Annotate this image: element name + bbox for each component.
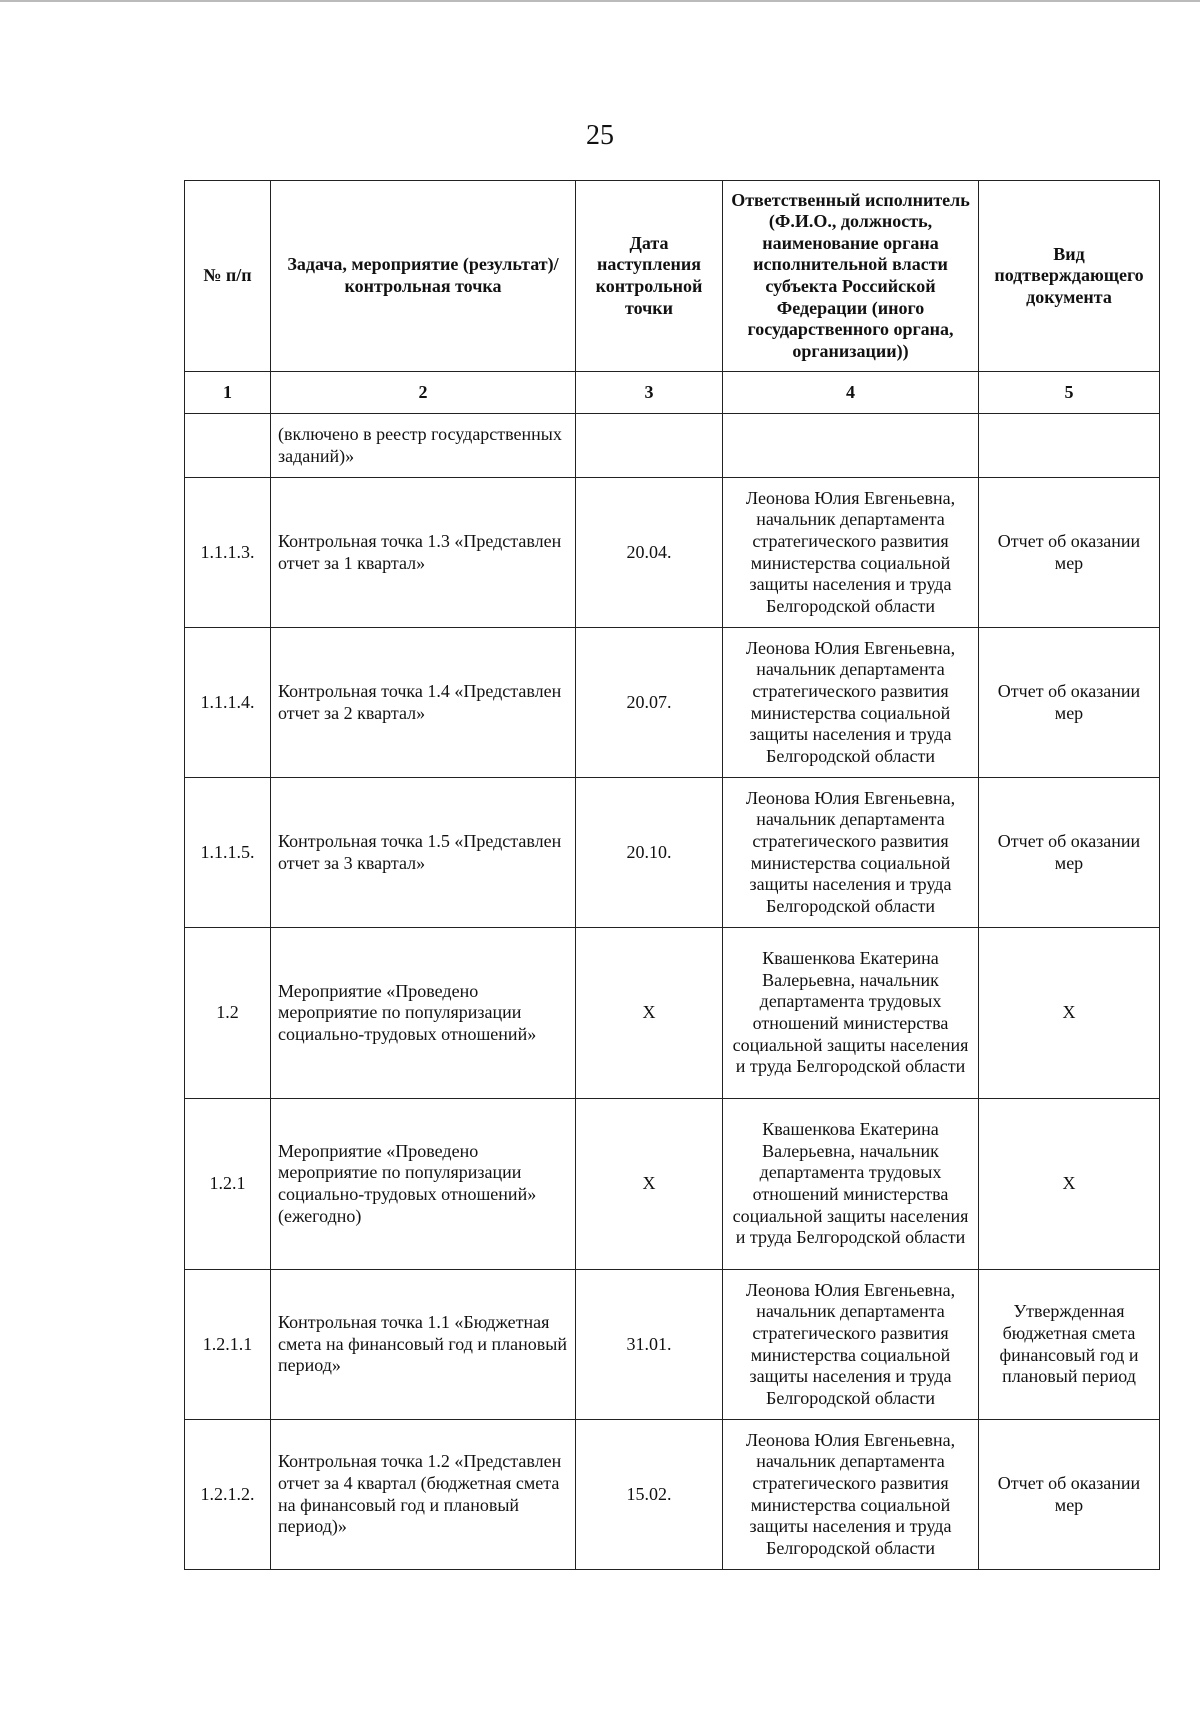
column-number: 2: [271, 372, 576, 414]
table-row: [185, 1099, 1160, 1270]
header-number: № п/п: [185, 181, 271, 372]
row-number: 1.1.1.5.: [185, 778, 271, 928]
row-number: 1.2: [185, 928, 271, 1099]
row-responsible: Леонова Юлия Евгеньевна, начальник департамента стратегического развития министерства социальной защиты населения и труда Белгородской области: [723, 1420, 979, 1570]
table-row: [185, 928, 1160, 1099]
row-document: X: [979, 1099, 1160, 1270]
table-header-row: [185, 181, 1160, 372]
row-number: 1.2.1: [185, 1099, 271, 1270]
row-date: 31.01.: [576, 1270, 723, 1420]
row-task: Контрольная точка 1.5 «Представлен отчет за 3 квартал»: [271, 778, 576, 928]
row-responsible: Леонова Юлия Евгеньевна, начальник департамента стратегического развития министерства социальной защиты населения и труда Белгородской области: [723, 778, 979, 928]
row-responsible: Квашенкова Екатерина Валерьевна, начальник департамента трудовых отношений министерства социальной защиты населения и труда Белгородской области: [723, 1099, 979, 1270]
row-responsible: Леонова Юлия Евгеньевна, начальник департамента стратегического развития министерства социальной защиты населения и труда Белгородской области: [723, 1270, 979, 1420]
row-document: X: [979, 928, 1160, 1099]
control-points-table: [184, 180, 1160, 1570]
row-document: Отчет об оказании мер: [979, 778, 1160, 928]
column-number: 4: [723, 372, 979, 414]
row-date: X: [576, 1099, 723, 1270]
row-document: Отчет об оказании мер: [979, 628, 1160, 778]
row-responsible: Леонова Юлия Евгеньевна, начальник департамента стратегического развития министерства социальной защиты населения и труда Белгородской области: [723, 478, 979, 628]
row-document: Утвержденная бюджетная смета финансовый год и плановый период: [979, 1270, 1160, 1420]
row-date: 20.10.: [576, 778, 723, 928]
row-document: Отчет об оказании мер: [979, 478, 1160, 628]
row-responsible: Квашенкова Екатерина Валерьевна, начальник департамента трудовых отношений министерства социальной защиты населения и труда Белгородской области: [723, 928, 979, 1099]
row-task: Мероприятие «Проведено мероприятие по популяризации социально-трудовых отношений» (ежегодно): [271, 1099, 576, 1270]
table-row: [185, 628, 1160, 778]
row-document: Отчет об оказании мер: [979, 1420, 1160, 1570]
row-document: [979, 414, 1160, 478]
column-number-row: [185, 372, 1160, 414]
row-task: (включено в реестр государственных заданий)»: [271, 414, 576, 478]
header-task: Задача, мероприятие (результат)/контрольная точка: [271, 181, 576, 372]
row-number: 1.1.1.3.: [185, 478, 271, 628]
row-date: X: [576, 928, 723, 1099]
row-date: 20.07.: [576, 628, 723, 778]
table-row: [185, 1270, 1160, 1420]
column-number: 3: [576, 372, 723, 414]
row-task: Контрольная точка 1.2 «Представлен отчет за 4 квартал (бюджетная смета на финансовый год и плановый период)»: [271, 1420, 576, 1570]
header-document: Вид подтверждающего документа: [979, 181, 1160, 372]
column-number: 5: [979, 372, 1160, 414]
header-responsible: Ответственный исполнитель (Ф.И.О., должность, наименование органа исполнительной власти субъекта Российской Федерации (иного государственного органа, организации)): [723, 181, 979, 372]
table-row-continuation: [185, 414, 1160, 478]
row-task: Контрольная точка 1.4 «Представлен отчет за 2 квартал»: [271, 628, 576, 778]
table-row: [185, 778, 1160, 928]
row-number: [185, 414, 271, 478]
table-row: [185, 478, 1160, 628]
row-responsible: [723, 414, 979, 478]
row-task: Мероприятие «Проведено мероприятие по популяризации социально-трудовых отношений»: [271, 928, 576, 1099]
row-number: 1.2.1.2.: [185, 1420, 271, 1570]
row-date: 20.04.: [576, 478, 723, 628]
scan-edge-line: [0, 0, 1200, 2]
table-row: [185, 1420, 1160, 1570]
row-task: Контрольная точка 1.3 «Представлен отчет за 1 квартал»: [271, 478, 576, 628]
row-task: Контрольная точка 1.1 «Бюджетная смета на финансовый год и плановый период»: [271, 1270, 576, 1420]
page-number: 25: [586, 120, 614, 151]
row-number: 1.2.1.1: [185, 1270, 271, 1420]
row-date: [576, 414, 723, 478]
column-number: 1: [185, 372, 271, 414]
row-responsible: Леонова Юлия Евгеньевна, начальник департамента стратегического развития министерства социальной защиты населения и труда Белгородской области: [723, 628, 979, 778]
row-number: 1.1.1.4.: [185, 628, 271, 778]
row-date: 15.02.: [576, 1420, 723, 1570]
header-date: Дата наступления контрольной точки: [576, 181, 723, 372]
